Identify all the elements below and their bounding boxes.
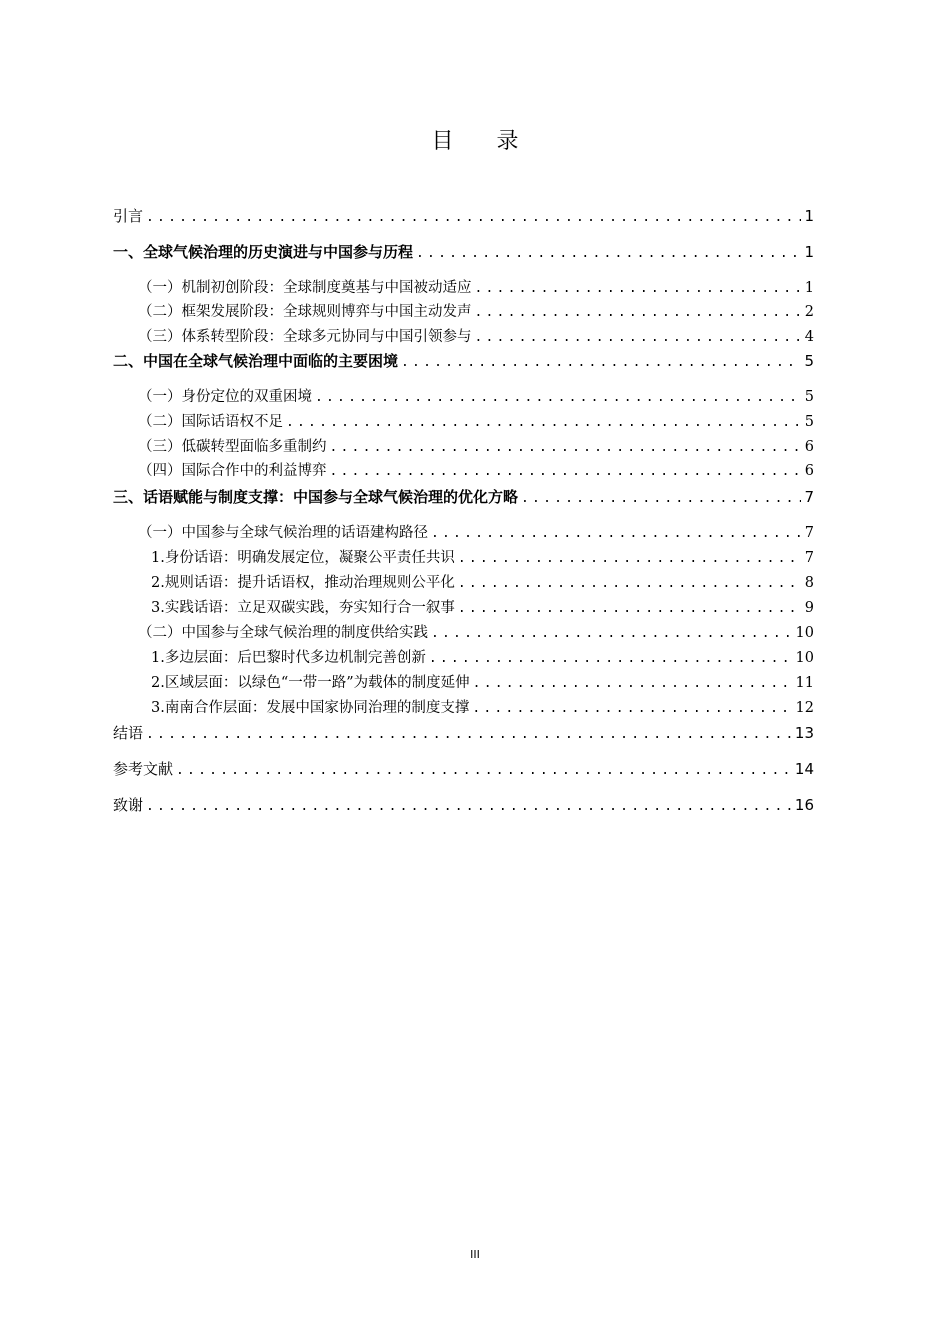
toc-entry-chapter-3[interactable]: [113, 486, 814, 508]
toc-label: 身份定位的双重困境: [181, 389, 312, 405]
toc-leader-dots: [146, 207, 801, 229]
toc-page-number: 9: [804, 600, 814, 616]
toc-number: （二）: [138, 304, 182, 320]
toc-label: 中国在全球气候治理中面临的主要困境: [143, 352, 399, 370]
toc-label: 身份话语：明确发展定位，凝聚公平责任共识: [164, 550, 455, 566]
toc-page-number: 12: [795, 700, 814, 716]
toc-label: 多边层面：后巴黎时代多边机制完善创新: [164, 650, 426, 666]
toc-label: 实践话语：立足双碳实践，夯实知行合一叙事: [164, 600, 455, 616]
toc-entry-subsection-3-2-1[interactable]: [151, 647, 814, 669]
toc-entry-subsection-3-1-1[interactable]: [151, 547, 814, 569]
toc-entry-acknowledgements[interactable]: [113, 794, 814, 816]
toc-number: （三）: [138, 329, 182, 345]
toc-page-number: 16: [794, 796, 814, 814]
toc-label: 话语赋能与制度支撑：中国参与全球气候治理的优化方略: [143, 488, 519, 506]
toc-number: 二、: [113, 352, 144, 370]
toc-label: 机制初创阶段：全球制度奠基与中国被动适应: [181, 280, 472, 296]
toc-page-number: 2: [804, 304, 814, 320]
toc-number: 1.: [151, 550, 165, 566]
toc-entry-section-2-1[interactable]: [138, 386, 814, 408]
toc-entry-subsection-3-1-3[interactable]: [151, 597, 814, 619]
toc-entry-section-1-2[interactable]: [138, 301, 814, 323]
toc-entry-subsection-3-2-2[interactable]: [151, 672, 814, 694]
toc-label: 规则话语：提升话语权，推动治理规则公平化: [164, 575, 455, 591]
toc-number: （三）: [138, 439, 182, 455]
toc-page-number: 10: [795, 650, 814, 666]
toc-page-number: 5: [804, 414, 814, 430]
toc-label: 低碳转型面临多重制约: [181, 439, 327, 455]
toc-page-number: 6: [804, 463, 814, 479]
toc-leader-dots: [330, 461, 802, 483]
toc-number: 三、: [113, 488, 144, 506]
toc-entry-conclusion[interactable]: [113, 722, 814, 744]
toc-leader-dots: [458, 548, 802, 570]
toc-number: （二）: [138, 625, 182, 641]
toc-leader-dots: [330, 437, 802, 459]
toc-page-number: 1: [804, 280, 814, 296]
toc-label: 南南合作层面：发展中国家协同治理的制度支撑: [164, 700, 470, 716]
toc-label: 全球气候治理的历史演进与中国参与历程: [143, 243, 414, 261]
toc-page-number: 5: [804, 389, 814, 405]
toc-leader-dots: [475, 327, 802, 349]
toc-label: 致谢: [113, 796, 144, 814]
toc-number: （一）: [138, 525, 182, 541]
toc-entry-chapter-1[interactable]: [113, 241, 814, 263]
toc-number: 一、: [113, 243, 144, 261]
toc-entry-subsection-3-1-2[interactable]: [151, 572, 814, 594]
page-footer-number: III: [470, 1248, 480, 1261]
toc-entry-intro[interactable]: [113, 205, 814, 227]
toc-entry-section-1-3[interactable]: [138, 326, 814, 348]
toc-leader-dots: [475, 278, 802, 300]
toc-leader-dots: [472, 698, 792, 720]
toc-entry-references[interactable]: [113, 758, 814, 780]
toc-page-number: 5: [804, 352, 814, 370]
toc-leader-dots: [429, 648, 793, 670]
toc-page-number: 11: [795, 675, 814, 691]
toc-leader-dots: [521, 488, 801, 510]
toc-number: 3.: [151, 700, 165, 716]
toc-page-number: 1: [804, 243, 814, 261]
toc-leader-dots: [315, 387, 802, 409]
toc-leader-dots: [475, 302, 802, 324]
toc-label: 体系转型阶段：全球多元协同与中国引领参与: [181, 329, 472, 345]
toc-label: 参考文献: [113, 760, 174, 778]
toc-page-number: 14: [794, 760, 814, 778]
toc-leader-dots: [431, 523, 802, 545]
toc-label: 区域层面：以绿色“一带一路”为载体的制度延伸: [164, 675, 470, 691]
toc-label: 中国参与全球气候治理的话语建构路径: [181, 525, 428, 541]
toc-entry-section-2-2[interactable]: [138, 411, 814, 433]
toc-page-number: 4: [804, 329, 814, 345]
toc-entry-section-2-4[interactable]: [138, 460, 814, 482]
toc-label: 国际话语权不足: [181, 414, 283, 430]
toc-page-number: 7: [804, 550, 814, 566]
toc-leader-dots: [401, 352, 801, 374]
toc-label: 结语: [113, 724, 144, 742]
toc-leader-dots: [458, 573, 802, 595]
toc-label: 中国参与全球气候治理的制度供给实践: [181, 625, 428, 641]
toc-page-number: 1: [804, 207, 814, 225]
toc-number: （一）: [138, 280, 182, 296]
toc-page-number: 7: [804, 488, 814, 506]
toc-label: 国际合作中的利益博弈: [181, 463, 327, 479]
page-title: 目 录: [431, 129, 537, 154]
toc-leader-dots: [146, 796, 792, 818]
toc-leader-dots: [416, 243, 801, 265]
toc-number: 1.: [151, 650, 165, 666]
toc-entry-section-3-1[interactable]: [138, 522, 814, 544]
toc-number: 2.: [151, 575, 165, 591]
toc-entry-chapter-2[interactable]: [113, 350, 814, 372]
toc-label: 框架发展阶段：全球规则博弈与中国主动发声: [181, 304, 472, 320]
toc-number: 3.: [151, 600, 165, 616]
toc-page-number: 10: [795, 625, 814, 641]
toc-page-number: 8: [804, 575, 814, 591]
toc-entry-section-1-1[interactable]: [138, 277, 814, 299]
toc-leader-dots: [431, 623, 793, 645]
toc-entry-subsection-3-2-3[interactable]: [151, 697, 814, 719]
toc-number: 2.: [151, 675, 165, 691]
toc-leader-dots: [146, 724, 792, 746]
toc-label: 引言: [113, 207, 144, 225]
toc-leader-dots: [473, 673, 793, 695]
toc-page-number: 13: [794, 724, 814, 742]
toc-page-number: 6: [804, 439, 814, 455]
toc-leader-dots: [458, 598, 802, 620]
toc-entry-section-2-3[interactable]: [138, 436, 814, 458]
toc-entry-section-3-2[interactable]: [138, 622, 814, 644]
toc-number: （四）: [138, 463, 182, 479]
toc-leader-dots: [286, 412, 802, 434]
toc-number: （一）: [138, 389, 182, 405]
toc-page-number: 7: [804, 525, 814, 541]
toc-leader-dots: [176, 760, 792, 782]
toc-number: （二）: [138, 414, 182, 430]
